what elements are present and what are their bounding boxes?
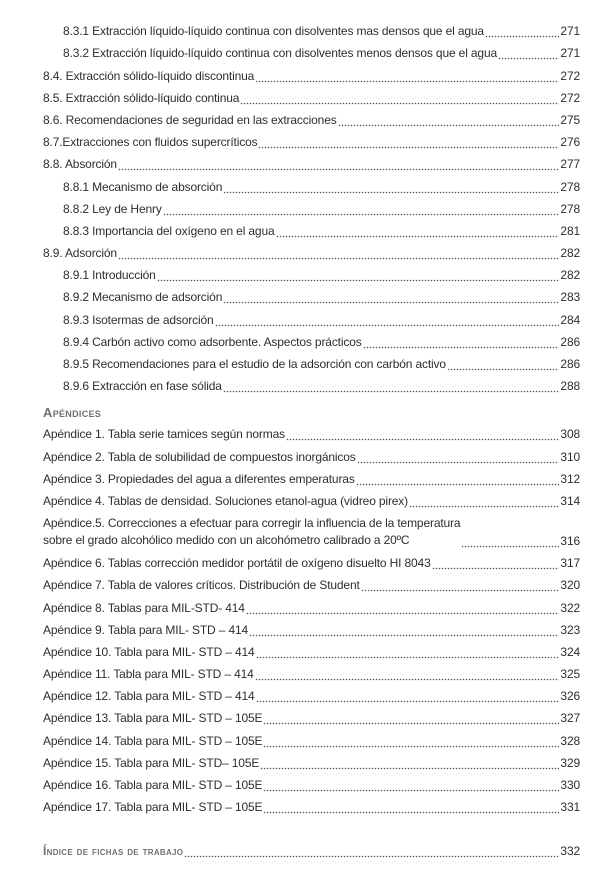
entry-page: 286 xyxy=(560,357,580,371)
toc-entry[interactable] xyxy=(0,465,600,487)
toc-entry[interactable] xyxy=(0,217,600,239)
dot-leader xyxy=(461,534,559,549)
entry-title: Apéndice 12. Tabla para MIL- STD – 414 xyxy=(43,689,255,704)
entry-page: 330 xyxy=(560,778,580,792)
entry-page: 312 xyxy=(560,471,580,486)
toc-entry[interactable] xyxy=(0,660,600,682)
toc-entry[interactable] xyxy=(0,771,600,793)
toc-entry[interactable] xyxy=(0,704,600,726)
entry-page: 317 xyxy=(560,556,580,571)
dot-leader xyxy=(286,427,559,442)
entry-page: 328 xyxy=(560,733,580,748)
entry-title-line: Apéndice.5. Correcciones a efectuar para corregir la influencia de la temperatura xyxy=(43,515,461,530)
entry-page: 332 xyxy=(560,844,580,859)
toc-entry[interactable] xyxy=(0,328,600,350)
dot-leader xyxy=(258,135,559,150)
entry-page: 276 xyxy=(560,135,580,150)
entry-page: 271 xyxy=(560,46,580,61)
toc-entry[interactable] xyxy=(0,442,600,464)
entry-page: 327 xyxy=(560,711,580,726)
entry-page: 278 xyxy=(560,201,580,216)
dot-leader xyxy=(246,601,560,616)
entry-page: 283 xyxy=(560,290,580,305)
entry-title: Apéndice 3. Propiedades del agua a diferentes emperaturas xyxy=(43,471,355,486)
toc-entry[interactable] xyxy=(0,509,600,549)
entry-page: 324 xyxy=(560,644,580,659)
entry-page: 310 xyxy=(560,449,580,464)
toc-entry[interactable] xyxy=(0,793,600,815)
appendices-heading: Apéndices xyxy=(43,405,102,421)
dot-leader xyxy=(263,734,559,749)
dot-leader xyxy=(356,472,560,487)
dot-leader xyxy=(498,46,559,61)
toc-entry[interactable] xyxy=(0,128,600,150)
entry-title: Apéndice 8. Tablas para MIL-STD- 414 xyxy=(43,600,245,615)
entry-page: 286 xyxy=(560,334,580,349)
dot-leader xyxy=(157,268,560,283)
entry-title: Índice de fichas de trabajo xyxy=(43,844,184,859)
entry-title: 8.8.2 Ley de Henry xyxy=(63,201,162,216)
entry-page: 284 xyxy=(560,312,580,327)
entry-title: Apéndice 4. Tablas de densidad. Soluciones etanol-agua (vidreo pirex) xyxy=(43,493,409,508)
entry-page: 272 xyxy=(560,90,580,105)
toc-entry[interactable] xyxy=(0,84,600,106)
toc-entry[interactable] xyxy=(0,350,600,372)
toc-entry[interactable] xyxy=(0,420,600,442)
entry-title: 8.8. Absorción xyxy=(43,157,117,172)
entry-title xyxy=(43,515,460,549)
entry-title: Apéndice 13. Tabla para MIL- STD – 105E xyxy=(43,711,263,726)
entry-title-line: sobre el grado alcohólico medido con un alcohómetro calibrado a 20ºC xyxy=(43,532,410,547)
entry-title: 8.3.2 Extracción líquido-líquido continua con disolventes menos densos que el agua xyxy=(63,46,497,61)
dot-leader xyxy=(249,623,559,638)
toc-entry[interactable] xyxy=(0,172,600,194)
entry-title: 8.3.1 Extracción líquido-líquido continua con disolventes mas densos que el agua xyxy=(63,24,484,39)
entry-page: 288 xyxy=(560,379,580,394)
appendices-list xyxy=(0,420,600,815)
dot-leader xyxy=(485,24,559,39)
toc-entry[interactable] xyxy=(0,150,600,172)
toc-entry[interactable] xyxy=(0,549,600,571)
dot-leader xyxy=(256,645,560,660)
entry-title: 8.9.4 Carbón activo como adsorbente. Aspectos prácticos xyxy=(63,334,362,349)
entry-title: Apéndice 7. Tabla de valores críticos. Distribución de Student xyxy=(43,578,360,593)
toc-entry[interactable] xyxy=(0,195,600,217)
toc-entry[interactable] xyxy=(0,39,600,61)
dot-leader xyxy=(256,689,560,704)
dot-leader xyxy=(432,556,560,571)
toc-entry-fichas[interactable] xyxy=(0,837,600,859)
dot-leader xyxy=(338,113,560,128)
entry-title: 8.7.Extracciones con fluidos supercríticos xyxy=(43,135,258,150)
toc-entry[interactable] xyxy=(0,749,600,771)
dot-leader xyxy=(263,711,559,726)
toc-entry[interactable] xyxy=(0,682,600,704)
entry-title: Apéndice 17. Tabla para MIL- STD – 105E xyxy=(43,800,263,815)
toc-entry[interactable] xyxy=(0,372,600,394)
dot-leader xyxy=(260,756,559,771)
dot-leader xyxy=(447,357,559,372)
dot-leader xyxy=(361,578,560,593)
entry-title: Apéndice 16. Tabla para MIL- STD – 105E xyxy=(43,778,263,792)
entry-title: Apéndice 1. Tabla serie tamices según normas xyxy=(43,427,285,442)
dot-leader xyxy=(223,290,559,305)
entry-title: 8.6. Recomendaciones de seguridad en las extracciones xyxy=(43,112,337,127)
toc-entry[interactable] xyxy=(0,571,600,593)
toc-entry[interactable] xyxy=(0,61,600,83)
dot-leader xyxy=(255,69,559,84)
entry-page: 277 xyxy=(560,157,580,172)
dot-leader xyxy=(118,157,559,172)
entry-title: 8.9.6 Extracción en fase sólida xyxy=(63,379,222,394)
entry-title: 8.9.1 Introducción xyxy=(63,268,156,283)
toc-entry[interactable] xyxy=(0,593,600,615)
entry-title: 8.5. Extracción sólido-líquido continua xyxy=(43,90,240,105)
entry-title: Apéndice 9. Tabla para MIL- STD – 414 xyxy=(43,622,249,637)
toc-entry[interactable] xyxy=(0,638,600,660)
dot-leader xyxy=(263,800,559,815)
entry-page: 326 xyxy=(560,689,580,704)
dot-leader xyxy=(215,313,560,328)
entry-title: 8.8.1 Mecanismo de absorción xyxy=(63,179,223,194)
toc-entry[interactable] xyxy=(0,616,600,638)
entry-page: 278 xyxy=(560,179,580,194)
entry-page: 314 xyxy=(560,493,580,508)
dot-leader xyxy=(263,778,559,793)
entry-page: 308 xyxy=(560,427,580,442)
entry-title: 8.9. Adsorción xyxy=(43,246,117,261)
toc-entry[interactable] xyxy=(0,283,600,305)
dot-leader xyxy=(118,246,559,261)
entry-page: 272 xyxy=(560,68,580,83)
dot-leader xyxy=(163,202,560,217)
entry-title: 8.9.3 Isotermas de adsorción xyxy=(63,312,214,327)
sections-list xyxy=(0,17,600,394)
dot-leader xyxy=(255,667,560,682)
entry-title: Apéndice 2. Tabla de solubilidad de compuestos inorgánicos xyxy=(43,449,356,464)
entry-page: 323 xyxy=(560,622,580,637)
entry-page: 325 xyxy=(560,667,580,682)
entry-page: 271 xyxy=(560,24,580,39)
entry-title: Apéndice 14. Tabla para MIL- STD – 105E xyxy=(43,733,263,748)
toc-entry[interactable] xyxy=(0,487,600,509)
entry-page: 282 xyxy=(560,246,580,261)
toc-entry[interactable] xyxy=(0,17,600,39)
entry-title: Apéndice 11. Tabla para MIL- STD – 414 xyxy=(43,667,254,682)
entry-title: 8.8.3 Importancia del oxígeno en el agua xyxy=(63,223,275,238)
dot-leader xyxy=(276,224,560,239)
entry-title: 8.9.2 Mecanismo de adsorción xyxy=(63,290,223,305)
entry-page: 282 xyxy=(560,268,580,283)
toc-entry[interactable] xyxy=(0,106,600,128)
dot-leader xyxy=(357,450,560,465)
dot-leader xyxy=(184,844,559,859)
toc-entry[interactable] xyxy=(0,305,600,327)
entry-page: 331 xyxy=(560,800,580,815)
entry-page: 322 xyxy=(560,600,580,615)
toc-entry[interactable] xyxy=(0,261,600,283)
entry-page: 275 xyxy=(560,112,580,127)
entry-page: 316 xyxy=(560,533,580,548)
entry-page: 320 xyxy=(560,578,580,593)
dot-leader xyxy=(223,180,559,195)
dot-leader xyxy=(363,335,560,350)
toc-entry[interactable] xyxy=(0,239,600,261)
dot-leader xyxy=(223,379,560,394)
entry-title: Apéndice 6. Tablas corrección medidor portátil de oxígeno disuelto HI 8043 xyxy=(43,556,431,571)
toc-entry[interactable] xyxy=(0,726,600,748)
dot-leader xyxy=(240,91,559,106)
dot-leader xyxy=(409,494,559,509)
entry-title: 8.4. Extracción sólido-líquido discontinua xyxy=(43,68,255,83)
entry-page: 281 xyxy=(560,223,580,238)
entry-title: Apéndice 15. Tabla para MIL- STD– 105E xyxy=(43,755,260,770)
entry-page: 329 xyxy=(560,755,580,770)
table-of-contents xyxy=(0,17,600,859)
entry-title: Apéndice 10. Tabla para MIL- STD – 414 xyxy=(43,644,255,659)
entry-title: 8.9.5 Recomendaciones para el estudio de la adsorción con carbón activo xyxy=(63,357,446,371)
